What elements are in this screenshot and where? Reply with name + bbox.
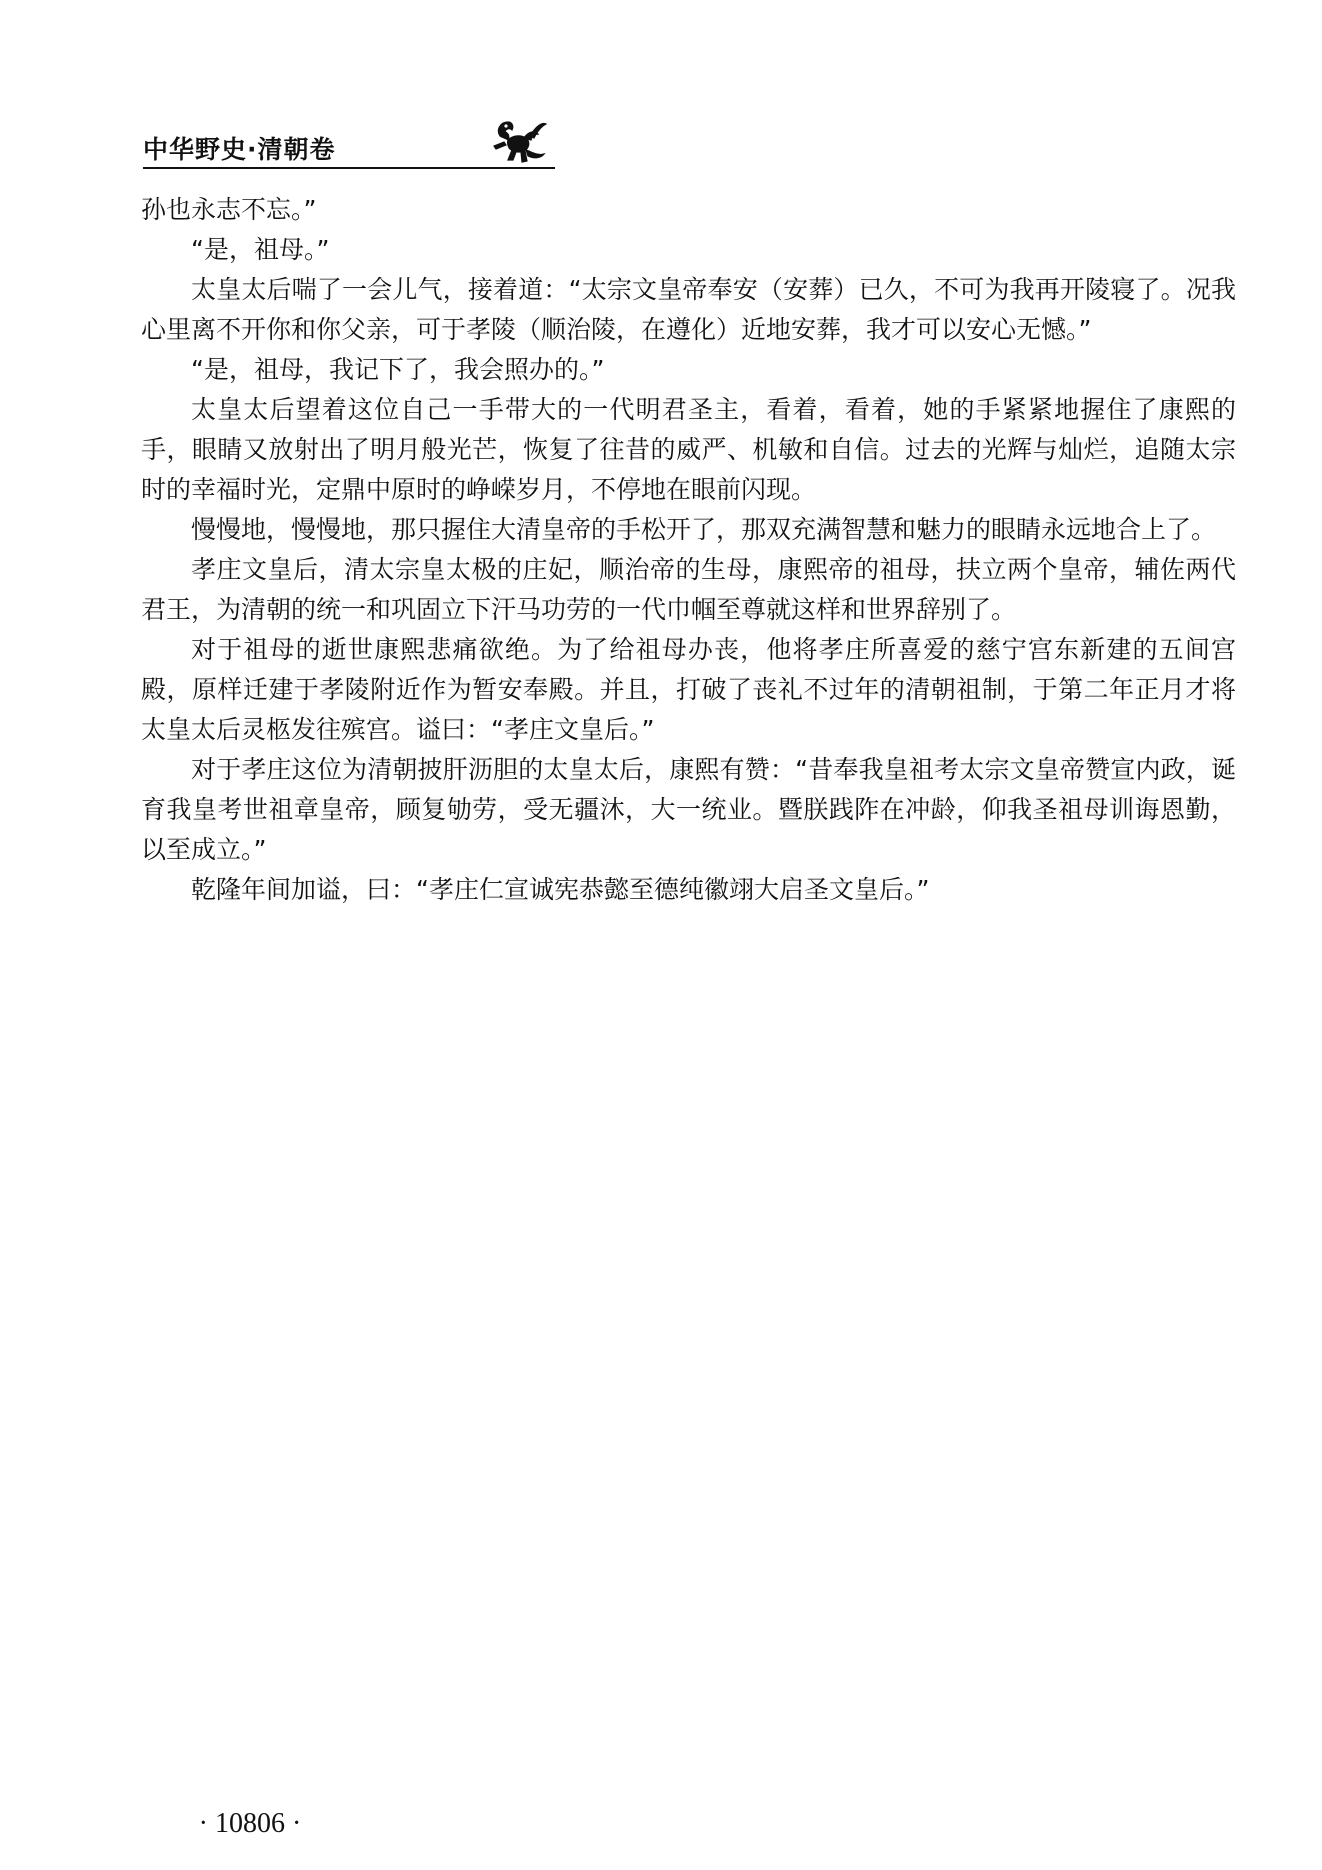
paragraph: “是，祖母，我记下了，我会照办的。” xyxy=(191,355,605,384)
book-title: 中华野史·清朝卷 xyxy=(143,135,336,164)
paragraph: 慢慢地，慢慢地，那只握住大清皇帝的手松开了，那双充满智慧和魅力的眼睛永远地合上了。 xyxy=(191,515,1217,544)
body-text xyxy=(141,190,1236,910)
header-rule xyxy=(143,167,555,169)
paragraph: “是，祖母。” xyxy=(191,235,330,264)
paragraph: 太皇太后喘了一会儿气，接着道：“太宗文皇帝奉安（安葬）已久，不可为我再开陵寝了。况我心里离不开你和你父亲，可于孝陵（顺治陵，在遵化）近地安葬，我才可以安心无憾。” xyxy=(141,275,1236,344)
paragraph: 对于孝庄这位为清朝披肝沥胆的太皇太后，康熙有赞：“昔奉我皇祖考太宗文皇帝赞宣内政，诞育我皇考世祖章皇帝，顾复劬劳，受无疆沐，大一统业。暨朕践阼在冲龄，仰我圣祖母训诲恩勤，以至成立。” xyxy=(141,755,1236,864)
paragraph: 太皇太后望着这位自己一手带大的一代明君圣主，看着，看着，她的手紧紧地握住了康熙的手，眼睛又放射出了明月般光芒，恢复了往昔的威严、机敏和自信。过去的光辉与灿烂，追随太宗时的幸福时光，定鼎中原时的峥嵘岁月，不停地在眼前闪现。 xyxy=(141,395,1236,504)
dragon-icon xyxy=(486,116,548,164)
page-number: · 10806 · xyxy=(198,1808,302,1839)
paragraph: 对于祖母的逝世康熙悲痛欲绝。为了给祖母办丧，他将孝庄所喜爱的慈宁宫东新建的五间宫殿，原样迁建于孝陵附近作为暂安奉殿。并且，打破了丧礼不过年的清朝祖制，于第二年正月才将太皇太后灵柩发往殡宫。谥曰：“孝庄文皇后。” xyxy=(141,635,1236,744)
paragraph: 孙也永志不忘。” xyxy=(141,195,317,224)
running-header xyxy=(143,116,555,174)
paragraph: 乾隆年间加谥，曰：“孝庄仁宣诚宪恭懿至德纯徽翊大启圣文皇后。” xyxy=(191,875,930,904)
paragraph: 孝庄文皇后，清太宗皇太极的庄妃，顺治帝的生母，康熙帝的祖母，扶立两个皇帝，辅佐两代君王，为清朝的统一和巩固立下汗马功劳的一代巾帼至尊就这样和世界辞别了。 xyxy=(141,555,1236,624)
